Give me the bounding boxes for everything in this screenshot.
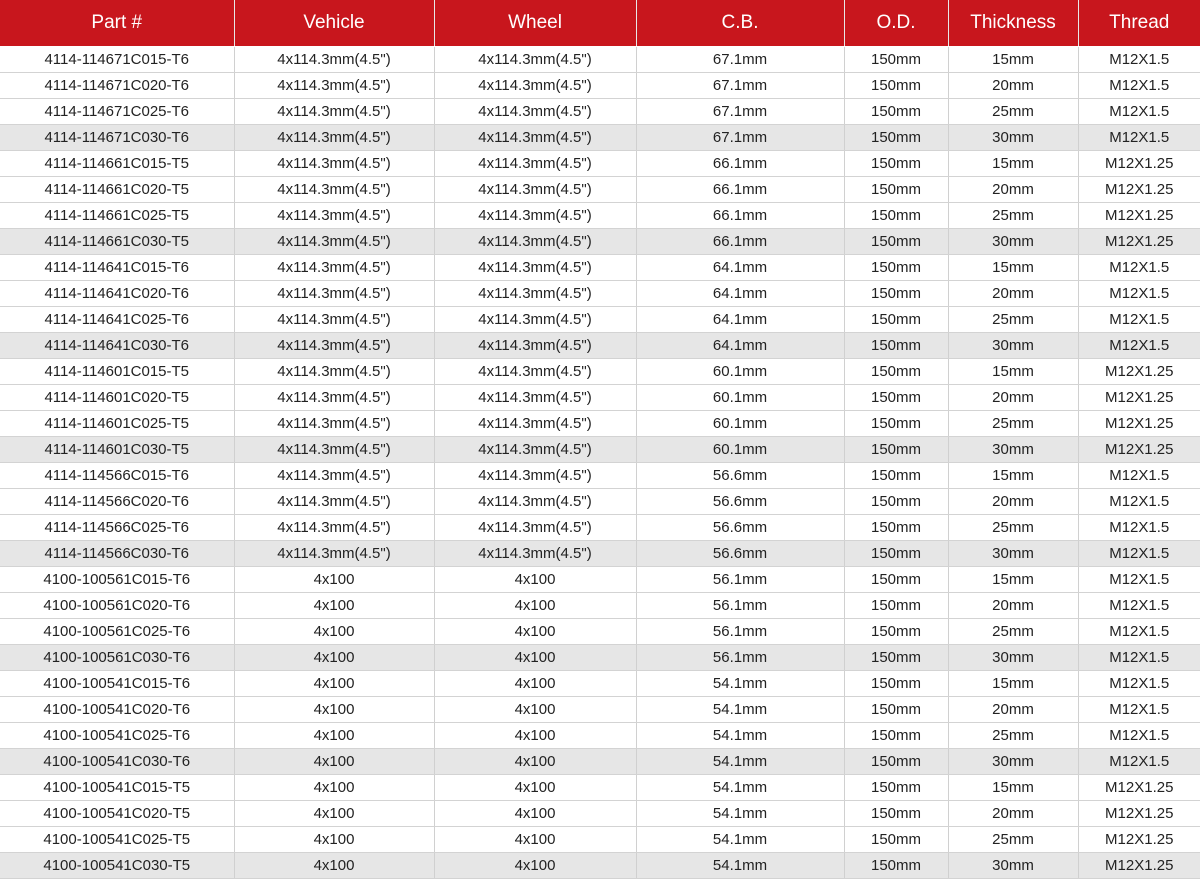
cell-part-number: 4114-114671C015-T6 bbox=[0, 47, 234, 73]
cell-part-number: 4114-114566C015-T6 bbox=[0, 463, 234, 489]
cell-wheel: 4x114.3mm(4.5") bbox=[434, 463, 636, 489]
cell-cb: 60.1mm bbox=[636, 385, 844, 411]
cell-thread: M12X1.25 bbox=[1078, 385, 1200, 411]
cell-thread: M12X1.5 bbox=[1078, 125, 1200, 151]
header-part-number: Part # bbox=[0, 0, 234, 47]
cell-vehicle: 4x114.3mm(4.5") bbox=[234, 73, 434, 99]
cell-part-number: 4114-114641C020-T6 bbox=[0, 281, 234, 307]
cell-part-number: 4100-100541C025-T6 bbox=[0, 723, 234, 749]
table-row bbox=[0, 437, 1200, 463]
cell-od: 150mm bbox=[844, 359, 948, 385]
table-row bbox=[0, 463, 1200, 489]
table-row bbox=[0, 177, 1200, 203]
header-cb: C.B. bbox=[636, 0, 844, 47]
cell-od: 150mm bbox=[844, 593, 948, 619]
cell-thickness: 25mm bbox=[948, 723, 1078, 749]
cell-thickness: 30mm bbox=[948, 333, 1078, 359]
cell-wheel: 4x100 bbox=[434, 567, 636, 593]
header-vehicle: Vehicle bbox=[234, 0, 434, 47]
table-row bbox=[0, 515, 1200, 541]
cell-wheel: 4x114.3mm(4.5") bbox=[434, 47, 636, 73]
cell-thickness: 25mm bbox=[948, 411, 1078, 437]
cell-thickness: 15mm bbox=[948, 775, 1078, 801]
cell-wheel: 4x114.3mm(4.5") bbox=[434, 177, 636, 203]
cell-cb: 66.1mm bbox=[636, 177, 844, 203]
cell-cb: 54.1mm bbox=[636, 749, 844, 775]
cell-thread: M12X1.5 bbox=[1078, 489, 1200, 515]
table-row bbox=[0, 619, 1200, 645]
cell-vehicle: 4x100 bbox=[234, 671, 434, 697]
cell-thread: M12X1.25 bbox=[1078, 229, 1200, 255]
table-row bbox=[0, 697, 1200, 723]
cell-vehicle: 4x100 bbox=[234, 749, 434, 775]
cell-thickness: 20mm bbox=[948, 73, 1078, 99]
header-row bbox=[0, 0, 1200, 47]
cell-cb: 56.6mm bbox=[636, 541, 844, 567]
cell-vehicle: 4x114.3mm(4.5") bbox=[234, 177, 434, 203]
cell-part-number: 4100-100541C020-T5 bbox=[0, 801, 234, 827]
cell-thickness: 20mm bbox=[948, 281, 1078, 307]
cell-wheel: 4x114.3mm(4.5") bbox=[434, 541, 636, 567]
cell-thickness: 20mm bbox=[948, 385, 1078, 411]
cell-thread: M12X1.5 bbox=[1078, 515, 1200, 541]
cell-od: 150mm bbox=[844, 541, 948, 567]
cell-thread: M12X1.5 bbox=[1078, 463, 1200, 489]
cell-thickness: 15mm bbox=[948, 151, 1078, 177]
cell-wheel: 4x100 bbox=[434, 671, 636, 697]
cell-wheel: 4x100 bbox=[434, 749, 636, 775]
cell-vehicle: 4x100 bbox=[234, 827, 434, 853]
cell-part-number: 4114-114641C015-T6 bbox=[0, 255, 234, 281]
cell-thickness: 30mm bbox=[948, 853, 1078, 879]
cell-part-number: 4114-114661C020-T5 bbox=[0, 177, 234, 203]
cell-thread: M12X1.5 bbox=[1078, 593, 1200, 619]
cell-od: 150mm bbox=[844, 47, 948, 73]
cell-od: 150mm bbox=[844, 775, 948, 801]
cell-part-number: 4114-114671C020-T6 bbox=[0, 73, 234, 99]
table-row bbox=[0, 775, 1200, 801]
cell-cb: 60.1mm bbox=[636, 411, 844, 437]
cell-thread: M12X1.25 bbox=[1078, 853, 1200, 879]
cell-thickness: 30mm bbox=[948, 437, 1078, 463]
cell-vehicle: 4x114.3mm(4.5") bbox=[234, 333, 434, 359]
cell-cb: 56.1mm bbox=[636, 567, 844, 593]
cell-wheel: 4x100 bbox=[434, 619, 636, 645]
cell-thickness: 15mm bbox=[948, 671, 1078, 697]
cell-part-number: 4114-114601C015-T5 bbox=[0, 359, 234, 385]
cell-wheel: 4x100 bbox=[434, 723, 636, 749]
cell-thickness: 25mm bbox=[948, 307, 1078, 333]
cell-cb: 64.1mm bbox=[636, 281, 844, 307]
cell-thickness: 30mm bbox=[948, 125, 1078, 151]
cell-vehicle: 4x114.3mm(4.5") bbox=[234, 385, 434, 411]
cell-thread: M12X1.25 bbox=[1078, 775, 1200, 801]
cell-thickness: 25mm bbox=[948, 203, 1078, 229]
cell-part-number: 4114-114601C025-T5 bbox=[0, 411, 234, 437]
cell-cb: 54.1mm bbox=[636, 827, 844, 853]
table-row bbox=[0, 333, 1200, 359]
table-row bbox=[0, 125, 1200, 151]
cell-thickness: 15mm bbox=[948, 255, 1078, 281]
cell-vehicle: 4x114.3mm(4.5") bbox=[234, 411, 434, 437]
cell-thread: M12X1.5 bbox=[1078, 333, 1200, 359]
cell-wheel: 4x114.3mm(4.5") bbox=[434, 515, 636, 541]
cell-cb: 54.1mm bbox=[636, 697, 844, 723]
cell-wheel: 4x114.3mm(4.5") bbox=[434, 359, 636, 385]
cell-vehicle: 4x114.3mm(4.5") bbox=[234, 151, 434, 177]
cell-thread: M12X1.5 bbox=[1078, 567, 1200, 593]
cell-wheel: 4x114.3mm(4.5") bbox=[434, 151, 636, 177]
cell-vehicle: 4x100 bbox=[234, 593, 434, 619]
cell-thickness: 25mm bbox=[948, 827, 1078, 853]
table-body bbox=[0, 47, 1200, 879]
cell-od: 150mm bbox=[844, 827, 948, 853]
cell-vehicle: 4x100 bbox=[234, 775, 434, 801]
cell-od: 150mm bbox=[844, 437, 948, 463]
cell-od: 150mm bbox=[844, 385, 948, 411]
cell-wheel: 4x114.3mm(4.5") bbox=[434, 307, 636, 333]
cell-od: 150mm bbox=[844, 281, 948, 307]
cell-vehicle: 4x114.3mm(4.5") bbox=[234, 255, 434, 281]
cell-cb: 54.1mm bbox=[636, 671, 844, 697]
cell-thread: M12X1.5 bbox=[1078, 645, 1200, 671]
cell-thread: M12X1.5 bbox=[1078, 307, 1200, 333]
cell-cb: 66.1mm bbox=[636, 151, 844, 177]
table-row bbox=[0, 229, 1200, 255]
cell-od: 150mm bbox=[844, 515, 948, 541]
cell-od: 150mm bbox=[844, 853, 948, 879]
cell-part-number: 4100-100541C025-T5 bbox=[0, 827, 234, 853]
cell-wheel: 4x114.3mm(4.5") bbox=[434, 125, 636, 151]
cell-vehicle: 4x114.3mm(4.5") bbox=[234, 515, 434, 541]
cell-part-number: 4114-114661C015-T5 bbox=[0, 151, 234, 177]
cell-wheel: 4x100 bbox=[434, 801, 636, 827]
cell-wheel: 4x114.3mm(4.5") bbox=[434, 99, 636, 125]
cell-thickness: 30mm bbox=[948, 541, 1078, 567]
cell-vehicle: 4x114.3mm(4.5") bbox=[234, 281, 434, 307]
table-header bbox=[0, 0, 1200, 47]
cell-thickness: 25mm bbox=[948, 619, 1078, 645]
cell-wheel: 4x114.3mm(4.5") bbox=[434, 229, 636, 255]
cell-od: 150mm bbox=[844, 801, 948, 827]
cell-thread: M12X1.5 bbox=[1078, 723, 1200, 749]
cell-cb: 64.1mm bbox=[636, 255, 844, 281]
cell-wheel: 4x114.3mm(4.5") bbox=[434, 489, 636, 515]
cell-thickness: 15mm bbox=[948, 359, 1078, 385]
cell-thread: M12X1.25 bbox=[1078, 827, 1200, 853]
cell-vehicle: 4x114.3mm(4.5") bbox=[234, 125, 434, 151]
header-od: O.D. bbox=[844, 0, 948, 47]
cell-thread: M12X1.25 bbox=[1078, 437, 1200, 463]
table-row bbox=[0, 99, 1200, 125]
table-row bbox=[0, 541, 1200, 567]
cell-part-number: 4100-100561C020-T6 bbox=[0, 593, 234, 619]
cell-vehicle: 4x114.3mm(4.5") bbox=[234, 359, 434, 385]
cell-cb: 66.1mm bbox=[636, 229, 844, 255]
cell-wheel: 4x100 bbox=[434, 593, 636, 619]
cell-thread: M12X1.25 bbox=[1078, 801, 1200, 827]
cell-cb: 64.1mm bbox=[636, 333, 844, 359]
cell-wheel: 4x100 bbox=[434, 853, 636, 879]
cell-vehicle: 4x100 bbox=[234, 853, 434, 879]
cell-thread: M12X1.25 bbox=[1078, 411, 1200, 437]
cell-wheel: 4x114.3mm(4.5") bbox=[434, 411, 636, 437]
cell-thread: M12X1.5 bbox=[1078, 697, 1200, 723]
cell-cb: 64.1mm bbox=[636, 307, 844, 333]
cell-thread: M12X1.25 bbox=[1078, 359, 1200, 385]
cell-thickness: 20mm bbox=[948, 489, 1078, 515]
cell-part-number: 4100-100541C015-T5 bbox=[0, 775, 234, 801]
cell-thickness: 20mm bbox=[948, 801, 1078, 827]
cell-cb: 67.1mm bbox=[636, 125, 844, 151]
cell-cb: 66.1mm bbox=[636, 203, 844, 229]
cell-thread: M12X1.25 bbox=[1078, 151, 1200, 177]
cell-part-number: 4100-100561C015-T6 bbox=[0, 567, 234, 593]
cell-wheel: 4x114.3mm(4.5") bbox=[434, 385, 636, 411]
cell-od: 150mm bbox=[844, 177, 948, 203]
cell-cb: 60.1mm bbox=[636, 437, 844, 463]
cell-od: 150mm bbox=[844, 307, 948, 333]
cell-thread: M12X1.5 bbox=[1078, 749, 1200, 775]
table-row bbox=[0, 281, 1200, 307]
cell-od: 150mm bbox=[844, 255, 948, 281]
cell-thread: M12X1.5 bbox=[1078, 255, 1200, 281]
table-row bbox=[0, 645, 1200, 671]
cell-cb: 67.1mm bbox=[636, 99, 844, 125]
table-row bbox=[0, 671, 1200, 697]
cell-thickness: 30mm bbox=[948, 749, 1078, 775]
cell-wheel: 4x100 bbox=[434, 827, 636, 853]
cell-thread: M12X1.5 bbox=[1078, 73, 1200, 99]
cell-thickness: 15mm bbox=[948, 567, 1078, 593]
cell-part-number: 4114-114566C030-T6 bbox=[0, 541, 234, 567]
cell-part-number: 4114-114671C030-T6 bbox=[0, 125, 234, 151]
cell-wheel: 4x114.3mm(4.5") bbox=[434, 73, 636, 99]
cell-part-number: 4114-114641C025-T6 bbox=[0, 307, 234, 333]
cell-wheel: 4x100 bbox=[434, 697, 636, 723]
cell-thread: M12X1.5 bbox=[1078, 99, 1200, 125]
table-row bbox=[0, 723, 1200, 749]
cell-thread: M12X1.5 bbox=[1078, 619, 1200, 645]
cell-part-number: 4114-114661C030-T5 bbox=[0, 229, 234, 255]
cell-wheel: 4x114.3mm(4.5") bbox=[434, 281, 636, 307]
cell-cb: 54.1mm bbox=[636, 775, 844, 801]
cell-od: 150mm bbox=[844, 203, 948, 229]
cell-wheel: 4x114.3mm(4.5") bbox=[434, 437, 636, 463]
cell-thickness: 30mm bbox=[948, 645, 1078, 671]
cell-od: 150mm bbox=[844, 73, 948, 99]
cell-thickness: 20mm bbox=[948, 593, 1078, 619]
cell-vehicle: 4x114.3mm(4.5") bbox=[234, 463, 434, 489]
header-wheel: Wheel bbox=[434, 0, 636, 47]
cell-cb: 54.1mm bbox=[636, 853, 844, 879]
cell-vehicle: 4x114.3mm(4.5") bbox=[234, 437, 434, 463]
cell-wheel: 4x100 bbox=[434, 645, 636, 671]
cell-thread: M12X1.5 bbox=[1078, 281, 1200, 307]
cell-cb: 67.1mm bbox=[636, 47, 844, 73]
cell-part-number: 4100-100541C030-T5 bbox=[0, 853, 234, 879]
cell-od: 150mm bbox=[844, 567, 948, 593]
table-row bbox=[0, 801, 1200, 827]
cell-vehicle: 4x114.3mm(4.5") bbox=[234, 203, 434, 229]
cell-thickness: 20mm bbox=[948, 177, 1078, 203]
cell-thickness: 15mm bbox=[948, 463, 1078, 489]
cell-od: 150mm bbox=[844, 489, 948, 515]
cell-od: 150mm bbox=[844, 229, 948, 255]
table-row bbox=[0, 385, 1200, 411]
cell-od: 150mm bbox=[844, 151, 948, 177]
cell-cb: 60.1mm bbox=[636, 359, 844, 385]
table-row bbox=[0, 47, 1200, 73]
cell-cb: 56.6mm bbox=[636, 463, 844, 489]
cell-od: 150mm bbox=[844, 697, 948, 723]
cell-od: 150mm bbox=[844, 671, 948, 697]
cell-od: 150mm bbox=[844, 99, 948, 125]
cell-thread: M12X1.5 bbox=[1078, 47, 1200, 73]
cell-cb: 67.1mm bbox=[636, 73, 844, 99]
cell-wheel: 4x114.3mm(4.5") bbox=[434, 333, 636, 359]
cell-vehicle: 4x114.3mm(4.5") bbox=[234, 47, 434, 73]
cell-cb: 54.1mm bbox=[636, 801, 844, 827]
cell-vehicle: 4x114.3mm(4.5") bbox=[234, 489, 434, 515]
cell-part-number: 4114-114661C025-T5 bbox=[0, 203, 234, 229]
cell-vehicle: 4x100 bbox=[234, 723, 434, 749]
table-row bbox=[0, 853, 1200, 879]
cell-wheel: 4x114.3mm(4.5") bbox=[434, 203, 636, 229]
cell-part-number: 4100-100561C025-T6 bbox=[0, 619, 234, 645]
table-row bbox=[0, 255, 1200, 281]
cell-part-number: 4100-100541C020-T6 bbox=[0, 697, 234, 723]
cell-thickness: 30mm bbox=[948, 229, 1078, 255]
cell-vehicle: 4x114.3mm(4.5") bbox=[234, 99, 434, 125]
cell-wheel: 4x114.3mm(4.5") bbox=[434, 255, 636, 281]
table-row bbox=[0, 827, 1200, 853]
table-row bbox=[0, 307, 1200, 333]
cell-part-number: 4114-114566C020-T6 bbox=[0, 489, 234, 515]
cell-vehicle: 4x114.3mm(4.5") bbox=[234, 541, 434, 567]
cell-vehicle: 4x114.3mm(4.5") bbox=[234, 229, 434, 255]
cell-vehicle: 4x114.3mm(4.5") bbox=[234, 307, 434, 333]
cell-vehicle: 4x100 bbox=[234, 567, 434, 593]
table-row bbox=[0, 567, 1200, 593]
cell-vehicle: 4x100 bbox=[234, 645, 434, 671]
cell-od: 150mm bbox=[844, 125, 948, 151]
cell-thickness: 25mm bbox=[948, 515, 1078, 541]
cell-od: 150mm bbox=[844, 723, 948, 749]
cell-part-number: 4100-100561C030-T6 bbox=[0, 645, 234, 671]
cell-od: 150mm bbox=[844, 333, 948, 359]
cell-thread: M12X1.5 bbox=[1078, 541, 1200, 567]
cell-part-number: 4114-114601C020-T5 bbox=[0, 385, 234, 411]
table-row bbox=[0, 593, 1200, 619]
table-row bbox=[0, 749, 1200, 775]
cell-thread: M12X1.25 bbox=[1078, 203, 1200, 229]
cell-part-number: 4114-114641C030-T6 bbox=[0, 333, 234, 359]
cell-od: 150mm bbox=[844, 645, 948, 671]
cell-thickness: 15mm bbox=[948, 47, 1078, 73]
cell-vehicle: 4x100 bbox=[234, 619, 434, 645]
cell-thickness: 20mm bbox=[948, 697, 1078, 723]
cell-od: 150mm bbox=[844, 463, 948, 489]
cell-thread: M12X1.25 bbox=[1078, 177, 1200, 203]
table-row bbox=[0, 411, 1200, 437]
cell-part-number: 4114-114566C025-T6 bbox=[0, 515, 234, 541]
table-row bbox=[0, 359, 1200, 385]
cell-cb: 54.1mm bbox=[636, 723, 844, 749]
cell-od: 150mm bbox=[844, 411, 948, 437]
cell-thread: M12X1.5 bbox=[1078, 671, 1200, 697]
table-row bbox=[0, 151, 1200, 177]
cell-thickness: 25mm bbox=[948, 99, 1078, 125]
cell-od: 150mm bbox=[844, 749, 948, 775]
cell-vehicle: 4x100 bbox=[234, 801, 434, 827]
table-row bbox=[0, 73, 1200, 99]
cell-cb: 56.6mm bbox=[636, 515, 844, 541]
cell-cb: 56.1mm bbox=[636, 645, 844, 671]
cell-wheel: 4x100 bbox=[434, 775, 636, 801]
cell-part-number: 4114-114601C030-T5 bbox=[0, 437, 234, 463]
cell-part-number: 4100-100541C015-T6 bbox=[0, 671, 234, 697]
cell-cb: 56.1mm bbox=[636, 619, 844, 645]
table-row bbox=[0, 203, 1200, 229]
cell-vehicle: 4x100 bbox=[234, 697, 434, 723]
cell-part-number: 4114-114671C025-T6 bbox=[0, 99, 234, 125]
header-thread: Thread bbox=[1078, 0, 1200, 47]
cell-od: 150mm bbox=[844, 619, 948, 645]
cell-part-number: 4100-100541C030-T6 bbox=[0, 749, 234, 775]
cell-cb: 56.1mm bbox=[636, 593, 844, 619]
table-row bbox=[0, 489, 1200, 515]
header-thickness: Thickness bbox=[948, 0, 1078, 47]
cell-cb: 56.6mm bbox=[636, 489, 844, 515]
